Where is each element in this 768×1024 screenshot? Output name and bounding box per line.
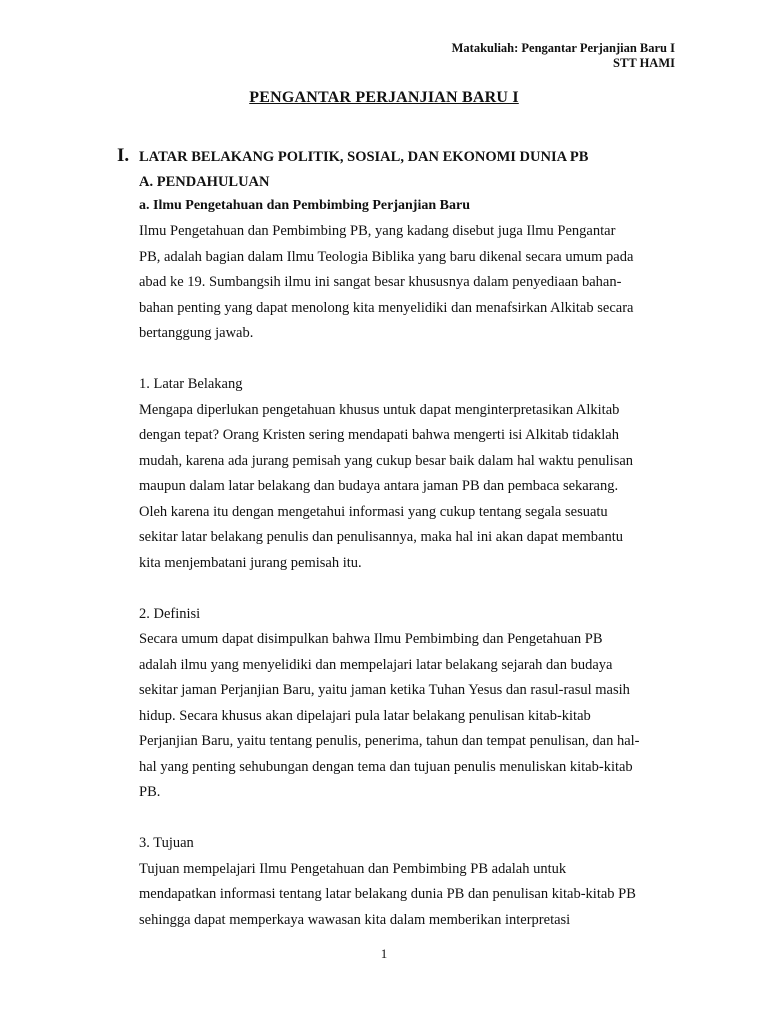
paragraph-line: hidup. Secara khusus akan dipelajari pula latar belakang penulisan kitab-kitab xyxy=(139,707,591,724)
tujuan-section xyxy=(139,831,679,933)
latar-belakang-section xyxy=(139,372,679,576)
document-body xyxy=(139,219,679,933)
paragraph-line: adalah ilmu yang menyelidiki dan mempelajari latar belakang sejarah dan budaya xyxy=(139,656,613,673)
intro-paragraph xyxy=(139,219,679,347)
sub-subsection-heading: a. Ilmu Pengetahuan dan Pembimbing Perjanjian Baru xyxy=(139,198,470,213)
paragraph-line: maupun dalam latar belakang dan budaya antara jaman PB dan pembaca sekarang. xyxy=(139,478,619,494)
paragraph-line: dengan tepat? Orang Kristen sering mendapati bahwa mengerti isi Alkitab tidaklah xyxy=(139,427,619,443)
paragraph-gap xyxy=(139,347,679,373)
paragraph-line: PB. xyxy=(139,784,161,800)
paragraph-gap xyxy=(139,806,679,832)
paragraph-line: abad ke 19. Sumbangsih ilmu ini sangat besar khususnya dalam penyediaan bahan- xyxy=(139,274,622,290)
section-title: LATAR BELAKANG POLITIK, SOSIAL, DAN EKONOMI DUNIA PB xyxy=(139,149,589,165)
section-number: I. xyxy=(117,145,130,166)
section-heading: 2. Definisi xyxy=(139,605,201,622)
paragraph-line: bahan penting yang dapat menolong kita menyelidiki dan menafsirkan Alkitab secara xyxy=(139,299,634,316)
page-number: 1 xyxy=(380,946,388,961)
subsection-heading: A. PENDAHULUAN xyxy=(139,174,270,190)
paragraph-gap xyxy=(139,576,679,602)
page-header xyxy=(452,41,675,71)
section-heading: 1. Latar Belakang xyxy=(139,376,243,392)
paragraph-line: sekitar jaman Perjanjian Baru, yaitu jaman ketika Tuhan Yesus dan rasul-rasul masih xyxy=(139,682,630,698)
paragraph-line: mendapatkan informasi tentang latar belakang dunia PB dan penulisan kitab-kitab PB xyxy=(139,886,636,902)
course-name: Matakuliah: Pengantar Perjanjian Baru I xyxy=(451,41,675,55)
definisi-section xyxy=(139,602,679,806)
paragraph-line: Oleh karena itu dengan mengetahui informasi yang cukup tentang segala sesuatu xyxy=(139,503,608,520)
paragraph-line: mudah, karena ada jurang pemisah yang cukup besar baik dalam hal waktu penulisan xyxy=(139,452,634,469)
paragraph-line: kita menjembatani jurang pemisah itu. xyxy=(139,554,362,571)
paragraph-line: sekitar latar belakang penulis dan penulisannya, maka hal ini akan dapat membantu xyxy=(139,529,623,545)
paragraph-line: sehingga dapat memperkaya wawasan kita dalam memberikan interpretasi xyxy=(139,911,571,928)
document-title: PENGANTAR PERJANJIAN BARU I xyxy=(249,89,519,106)
paragraph-line: Perjanjian Baru, yaitu tentang penulis, penerima, tahun dan tempat penulisan, dan hal- xyxy=(139,733,640,749)
paragraph-line: hal yang penting sehubungan dengan tema dan tujuan penulis menuliskan kitab-kitab xyxy=(139,758,633,775)
paragraph-line: Tujuan mempelajari Ilmu Pengetahuan dan Pembimbing PB adalah untuk xyxy=(139,860,567,877)
section-heading: 3. Tujuan xyxy=(139,835,194,851)
paragraph-line: bertanggung jawab. xyxy=(139,325,254,341)
paragraph-line: Secara umum dapat disimpulkan bahwa Ilmu Pembimbing dan Pengetahuan PB xyxy=(139,631,603,647)
paragraph-line: Ilmu Pengetahuan dan Pembimbing PB, yang kadang disebut juga Ilmu Pengantar xyxy=(139,223,616,239)
paragraph-line: Mengapa diperlukan pengetahuan khusus untuk dapat menginterpretasikan Alkitab xyxy=(139,401,620,418)
school-name: STT HAMI xyxy=(613,56,675,70)
paragraph-line: PB, adalah bagian dalam Ilmu Teologia Biblika yang baru dikenal secara umum pada xyxy=(139,248,634,265)
